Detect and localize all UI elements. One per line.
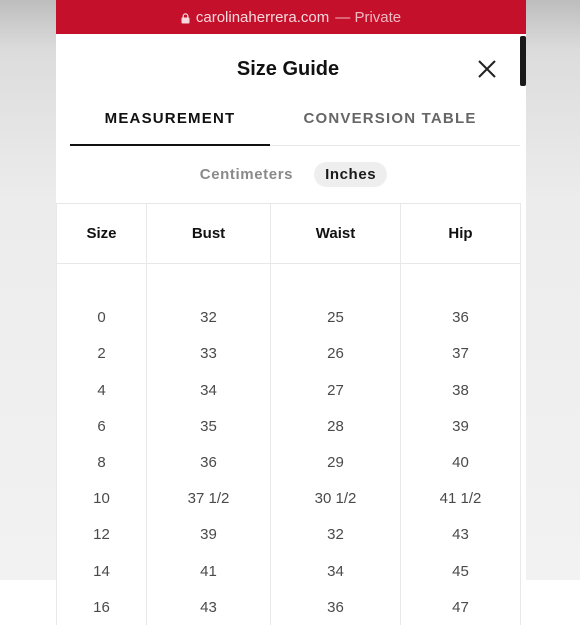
cell-size: 4 — [57, 372, 147, 408]
modal-title: Size Guide — [236, 58, 340, 80]
cell-bust: 43 — [147, 589, 271, 625]
url-separator: — — [335, 8, 351, 26]
private-label: Private — [354, 8, 402, 26]
cell-size: 2 — [57, 336, 147, 372]
table-row — [57, 517, 521, 553]
close-icon[interactable] — [476, 58, 498, 80]
cell-waist: 25 — [271, 300, 401, 336]
table-row — [57, 553, 521, 589]
table-row — [57, 444, 521, 480]
unit-inches-button[interactable]: Inches — [314, 162, 387, 187]
cell-hip: 45 — [401, 553, 521, 589]
table-header-row — [57, 204, 521, 264]
cell-bust: 34 — [147, 372, 271, 408]
header-hip: Hip — [401, 204, 521, 264]
cell-hip: 47 — [401, 589, 521, 625]
cell-waist: 28 — [271, 408, 401, 444]
private-indicator — [335, 9, 401, 26]
tab-conversion-table[interactable]: CONVERSION TABLE — [303, 110, 477, 127]
tab-measurement[interactable]: MEASUREMENT — [70, 104, 270, 146]
background-left — [0, 0, 56, 580]
cell-waist: 27 — [271, 372, 401, 408]
cell-size: 8 — [57, 444, 147, 480]
cell-size: 12 — [57, 517, 147, 553]
cell-waist: 29 — [271, 444, 401, 480]
cell-size: 0 — [57, 300, 147, 336]
table-row — [57, 300, 521, 336]
tab-bar — [70, 104, 520, 146]
cell-bust: 33 — [147, 336, 271, 372]
cell-hip: 39 — [401, 408, 521, 444]
cell-size: 10 — [57, 481, 147, 517]
cell-bust: 32 — [147, 300, 271, 336]
cell-hip: 40 — [401, 444, 521, 480]
cell-waist: 30 1/2 — [271, 481, 401, 517]
background-right — [526, 0, 580, 580]
size-table — [56, 203, 521, 625]
cell-bust: 37 1/2 — [147, 481, 271, 517]
lock-icon — [181, 13, 190, 24]
table-row — [57, 372, 521, 408]
size-guide-modal — [56, 34, 526, 616]
cell-size: 6 — [57, 408, 147, 444]
table-row — [57, 589, 521, 625]
cell-bust: 35 — [147, 408, 271, 444]
unit-toggle — [56, 160, 520, 188]
table-spacer — [57, 264, 521, 300]
scroll-indicator[interactable] — [520, 36, 526, 86]
cell-hip: 36 — [401, 300, 521, 336]
header-size: Size — [57, 204, 147, 264]
cell-hip: 38 — [401, 372, 521, 408]
url-domain: carolinaherrera.com — [195, 8, 330, 26]
cell-waist: 26 — [271, 336, 401, 372]
cell-hip: 41 1/2 — [401, 481, 521, 517]
cell-bust: 39 — [147, 517, 271, 553]
cell-hip: 37 — [401, 336, 521, 372]
cell-bust: 36 — [147, 444, 271, 480]
table-row — [57, 408, 521, 444]
table-row — [57, 336, 521, 372]
cell-waist: 34 — [271, 553, 401, 589]
cell-hip: 43 — [401, 517, 521, 553]
cell-waist: 32 — [271, 517, 401, 553]
cell-bust: 41 — [147, 553, 271, 589]
header-waist: Waist — [271, 204, 401, 264]
header-bust: Bust — [147, 204, 271, 264]
unit-centimeters-button[interactable]: Centimeters — [199, 165, 294, 183]
cell-waist: 36 — [271, 589, 401, 625]
table-row — [57, 481, 521, 517]
cell-size: 14 — [57, 553, 147, 589]
cell-size: 16 — [57, 589, 147, 625]
url-bar[interactable] — [56, 0, 526, 34]
